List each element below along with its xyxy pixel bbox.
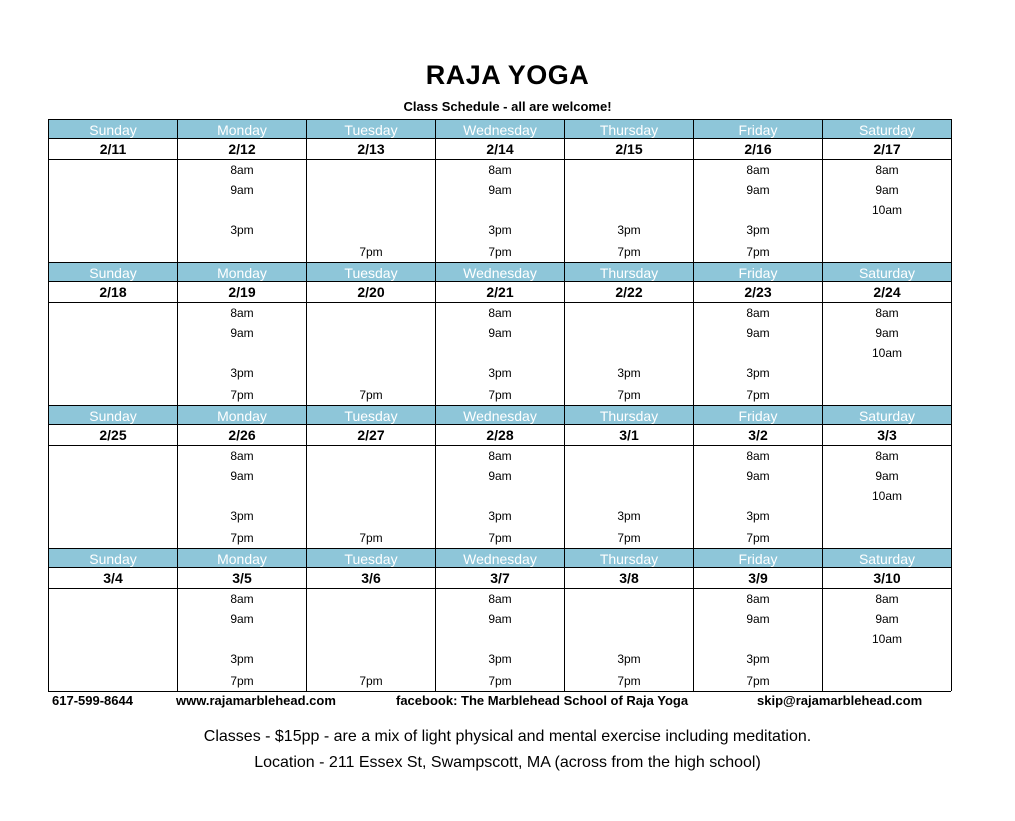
website-link[interactable]: www.rajamarblehead.com	[176, 693, 336, 708]
class-times-cell	[436, 446, 565, 548]
date-cell: 3/6	[307, 568, 436, 589]
class-times-row	[49, 160, 951, 262]
class-times-cell	[49, 446, 178, 548]
day-name-thursday: Thursday	[565, 548, 694, 568]
page-subtitle: Class Schedule - all are welcome!	[403, 99, 612, 114]
day-name-monday: Monday	[178, 405, 307, 425]
class-time: 7pm	[488, 245, 512, 259]
class-time: 8am	[488, 163, 512, 177]
class-time: 7pm	[617, 245, 641, 259]
day-name-sunday: Sunday	[49, 119, 178, 139]
date-cell: 3/8	[565, 568, 694, 589]
class-times-cell	[565, 589, 694, 691]
class-time: 7pm	[488, 674, 512, 688]
date-cell: 3/9	[694, 568, 823, 589]
day-name-sunday: Sunday	[49, 548, 178, 568]
date-cell: 2/24	[823, 282, 952, 303]
class-time: 9am	[230, 326, 254, 340]
date-cell: 2/27	[307, 425, 436, 446]
date-row	[49, 282, 951, 303]
week-block	[49, 548, 951, 691]
day-name-friday: Friday	[694, 405, 823, 425]
class-time: 7pm	[230, 674, 254, 688]
class-time: 7pm	[746, 531, 770, 545]
date-cell: 3/1	[565, 425, 694, 446]
class-time: 9am	[230, 183, 254, 197]
class-time: 7pm	[746, 245, 770, 259]
day-name-tuesday: Tuesday	[307, 119, 436, 139]
class-time: 3pm	[617, 652, 641, 666]
date-cell: 2/18	[49, 282, 178, 303]
class-time: 9am	[875, 612, 899, 626]
class-time: 7pm	[617, 674, 641, 688]
day-name-sunday: Sunday	[49, 405, 178, 425]
date-cell: 3/10	[823, 568, 952, 589]
class-times-cell	[694, 446, 823, 548]
class-time: 8am	[488, 592, 512, 606]
class-times-row	[49, 446, 951, 548]
class-times-cell	[565, 446, 694, 548]
day-name-thursday: Thursday	[565, 405, 694, 425]
class-time: 10am	[871, 489, 903, 503]
class-time: 8am	[746, 163, 770, 177]
class-times-cell	[823, 589, 952, 691]
class-time: 8am	[875, 163, 899, 177]
class-time: 9am	[488, 326, 512, 340]
class-time: 3pm	[746, 652, 770, 666]
pricing-note: Classes - $15pp - are a mix of light physical and mental exercise including meditation.	[203, 728, 812, 745]
class-time: 7pm	[359, 674, 383, 688]
class-time: 10am	[871, 632, 903, 646]
class-time: 8am	[746, 592, 770, 606]
contact-bar	[0, 693, 1015, 711]
day-name-friday: Friday	[694, 548, 823, 568]
phone-number: 617-599-8644	[52, 693, 133, 708]
day-name-saturday: Saturday	[823, 119, 952, 139]
day-name-tuesday: Tuesday	[307, 405, 436, 425]
class-time: 9am	[230, 612, 254, 626]
date-cell: 3/5	[178, 568, 307, 589]
class-time: 8am	[230, 592, 254, 606]
day-header-row	[49, 405, 951, 425]
class-time: 3pm	[488, 223, 512, 237]
date-cell: 2/17	[823, 139, 952, 160]
day-name-monday: Monday	[178, 262, 307, 282]
class-time: 8am	[746, 449, 770, 463]
class-times-cell	[307, 160, 436, 262]
class-time: 8am	[488, 306, 512, 320]
day-name-sunday: Sunday	[49, 262, 178, 282]
class-time: 3pm	[746, 223, 770, 237]
schedule-table	[48, 119, 951, 692]
class-times-cell	[436, 303, 565, 405]
day-name-wednesday: Wednesday	[436, 262, 565, 282]
class-time: 3pm	[746, 366, 770, 380]
class-times-cell	[823, 446, 952, 548]
class-time: 9am	[488, 469, 512, 483]
class-times-row	[49, 303, 951, 405]
date-cell: 2/16	[694, 139, 823, 160]
date-cell: 3/4	[49, 568, 178, 589]
class-times-cell	[823, 160, 952, 262]
day-name-friday: Friday	[694, 262, 823, 282]
day-name-wednesday: Wednesday	[436, 405, 565, 425]
class-time: 7pm	[746, 674, 770, 688]
class-time: 3pm	[230, 509, 254, 523]
class-times-row	[49, 589, 951, 691]
class-time: 9am	[488, 183, 512, 197]
date-cell: 3/7	[436, 568, 565, 589]
class-time: 9am	[230, 469, 254, 483]
day-header-row	[49, 548, 951, 568]
class-time: 7pm	[230, 531, 254, 545]
class-times-cell	[178, 160, 307, 262]
date-cell: 2/19	[178, 282, 307, 303]
date-cell: 2/15	[565, 139, 694, 160]
class-time: 3pm	[617, 223, 641, 237]
class-time: 3pm	[617, 509, 641, 523]
class-time: 3pm	[488, 509, 512, 523]
date-cell: 3/3	[823, 425, 952, 446]
class-time: 8am	[230, 449, 254, 463]
date-cell: 2/22	[565, 282, 694, 303]
date-cell: 2/28	[436, 425, 565, 446]
class-times-cell	[694, 589, 823, 691]
class-times-cell	[178, 589, 307, 691]
class-time: 9am	[488, 612, 512, 626]
class-times-cell	[49, 160, 178, 262]
date-cell: 2/25	[49, 425, 178, 446]
class-time: 8am	[875, 306, 899, 320]
class-time: 3pm	[230, 223, 254, 237]
date-cell: 2/26	[178, 425, 307, 446]
class-times-cell	[307, 446, 436, 548]
day-name-monday: Monday	[178, 119, 307, 139]
class-times-cell	[436, 160, 565, 262]
day-name-friday: Friday	[694, 119, 823, 139]
class-times-cell	[307, 589, 436, 691]
class-time: 7pm	[359, 388, 383, 402]
class-time: 3pm	[488, 652, 512, 666]
class-time: 8am	[230, 306, 254, 320]
date-row	[49, 139, 951, 160]
date-cell: 2/23	[694, 282, 823, 303]
class-time: 7pm	[617, 388, 641, 402]
day-name-wednesday: Wednesday	[436, 119, 565, 139]
class-time: 9am	[875, 469, 899, 483]
day-name-wednesday: Wednesday	[436, 548, 565, 568]
class-times-cell	[49, 589, 178, 691]
class-time: 7pm	[617, 531, 641, 545]
class-time: 8am	[875, 449, 899, 463]
class-time: 9am	[875, 183, 899, 197]
email-link[interactable]: skip@rajamarblehead.com	[757, 693, 923, 708]
class-time: 7pm	[230, 388, 254, 402]
class-time: 8am	[230, 163, 254, 177]
day-header-row	[49, 119, 951, 139]
day-name-saturday: Saturday	[823, 405, 952, 425]
class-times-cell	[694, 303, 823, 405]
class-time: 9am	[746, 326, 770, 340]
class-time: 7pm	[488, 388, 512, 402]
day-name-thursday: Thursday	[565, 119, 694, 139]
class-times-cell	[178, 303, 307, 405]
class-times-cell	[49, 303, 178, 405]
class-time: 9am	[746, 183, 770, 197]
page-title: RAJA YOGA	[425, 60, 590, 90]
class-time: 9am	[875, 326, 899, 340]
class-times-cell	[694, 160, 823, 262]
date-cell: 2/13	[307, 139, 436, 160]
class-time: 3pm	[617, 366, 641, 380]
day-name-thursday: Thursday	[565, 262, 694, 282]
class-time: 7pm	[746, 388, 770, 402]
class-time: 10am	[871, 203, 903, 217]
date-cell: 2/14	[436, 139, 565, 160]
class-time: 9am	[746, 469, 770, 483]
class-time: 9am	[746, 612, 770, 626]
class-time: 7pm	[488, 531, 512, 545]
class-times-cell	[823, 303, 952, 405]
date-cell: 2/20	[307, 282, 436, 303]
class-time: 3pm	[488, 366, 512, 380]
day-name-saturday: Saturday	[823, 262, 952, 282]
day-name-monday: Monday	[178, 548, 307, 568]
class-times-cell	[436, 589, 565, 691]
date-cell: 3/2	[694, 425, 823, 446]
facebook-text: facebook: The Marblehead School of Raja Yoga	[396, 693, 689, 708]
class-time: 8am	[746, 306, 770, 320]
class-times-cell	[178, 446, 307, 548]
week-block	[49, 405, 951, 548]
class-time: 8am	[488, 449, 512, 463]
date-cell: 2/11	[49, 139, 178, 160]
class-time: 7pm	[359, 531, 383, 545]
class-time: 3pm	[746, 509, 770, 523]
week-block	[49, 119, 951, 262]
date-row	[49, 425, 951, 446]
class-time: 3pm	[230, 652, 254, 666]
class-time: 3pm	[230, 366, 254, 380]
class-time: 7pm	[359, 245, 383, 259]
class-time: 10am	[871, 346, 903, 360]
class-times-cell	[307, 303, 436, 405]
day-name-tuesday: Tuesday	[307, 262, 436, 282]
day-name-tuesday: Tuesday	[307, 548, 436, 568]
location-note: Location - 211 Essex St, Swampscott, MA (across from the high school)	[254, 754, 761, 771]
day-name-saturday: Saturday	[823, 548, 952, 568]
class-times-cell	[565, 303, 694, 405]
week-block	[49, 262, 951, 405]
date-row	[49, 568, 951, 589]
day-header-row	[49, 262, 951, 282]
date-cell: 2/12	[178, 139, 307, 160]
class-time: 8am	[875, 592, 899, 606]
date-cell: 2/21	[436, 282, 565, 303]
class-times-cell	[565, 160, 694, 262]
